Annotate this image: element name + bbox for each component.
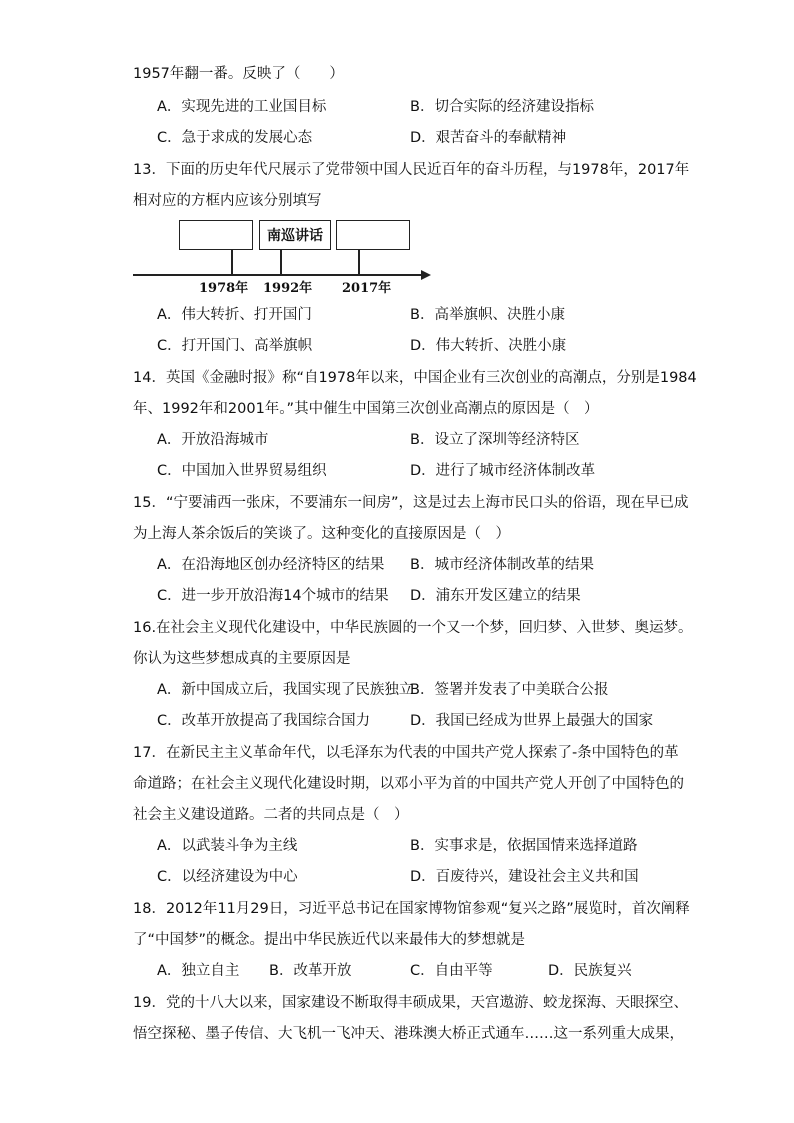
- q17-option-d[interactable]: D．百废待兴，建设社会主义共和国: [410, 869, 639, 885]
- q16-stem-line1: 16.在社会主义现代化建设中，中华民族圆的一个又一个梦，回归梦、入世梦、奥运梦。: [133, 620, 693, 636]
- q15-option-a[interactable]: A．在沿海地区创办经济特区的结果: [157, 557, 385, 573]
- q13-option-d[interactable]: D．伟大转折、决胜小康: [410, 338, 567, 354]
- q15-stem-line2: 为上海人茶余饭后的笑谈了。这种变化的直接原因是（ ）: [133, 526, 510, 542]
- timeline-stem-2017: [358, 250, 360, 275]
- timeline-axis: [133, 274, 425, 276]
- q14-option-b[interactable]: B．设立了深圳等经济特区: [410, 432, 580, 448]
- q17-option-b[interactable]: B．实事求是，依据国情来选择道路: [410, 838, 638, 854]
- q18-option-c[interactable]: C．自由平等: [410, 963, 493, 979]
- q14-option-c[interactable]: C．中国加入世界贸易组织: [157, 463, 327, 479]
- q17-stem-line2: 命道路；在社会主义现代化建设时期，以邓小平为首的中国共产党人开创了中国特色的: [133, 776, 684, 792]
- q16-option-a[interactable]: A．新中国成立后，我国实现了民族独立: [157, 682, 414, 698]
- q16-option-c[interactable]: C．改革开放提高了我国综合国力: [157, 713, 371, 729]
- q15-option-c[interactable]: C．进一步开放沿海14个城市的结果: [157, 588, 389, 604]
- q17-stem-line1: 17．在新民主主义革命年代，以毛泽东为代表的中国共产党人探索了-条中国特色的革: [133, 745, 679, 761]
- timeline-blank-box-1978: [179, 220, 253, 250]
- timeline-blank-box-2017: [336, 220, 410, 250]
- q14-stem-line1: 14．英国《金融时报》称“自1978年以来，中国企业有三次创业的高潮点，分别是1984: [133, 370, 697, 386]
- q14-option-d[interactable]: D．进行了城市经济体制改革: [410, 463, 596, 479]
- q12-option-c[interactable]: C．急于求成的发展心态: [157, 130, 313, 146]
- q18-option-d[interactable]: D．民族复兴: [548, 963, 632, 979]
- q12-option-b[interactable]: B．切合实际的经济建设指标: [410, 99, 594, 115]
- q18-stem-line1: 18．2012年11月29日，习近平总书记在国家博物馆参观“复兴之路”展览时，首次阐释: [133, 901, 690, 917]
- q15-option-d[interactable]: D．浦东开发区建立的结果: [410, 588, 581, 604]
- q17-option-c[interactable]: C．以经济建设为中心: [157, 869, 298, 885]
- q13-stem-line2: 相对应的方框内应该分别填写: [133, 193, 322, 209]
- q18-option-b[interactable]: B．改革开放: [269, 963, 352, 979]
- q14-option-a[interactable]: A．开放沿海城市: [157, 432, 269, 448]
- q13-stem-line1: 13．下面的历史年代尺展示了党带领中国人民近百年的奋斗历程，与1978年，2017年: [133, 162, 690, 178]
- q17-option-a[interactable]: A．以武装斗争为主线: [157, 838, 298, 854]
- q16-option-b[interactable]: B．签署并发表了中美联合公报: [410, 682, 609, 698]
- q19-stem-line2: 悟空探秘、墨子传信、大飞机一飞冲天、港珠澳大桥正式通车……这一系列重大成果，: [133, 1026, 684, 1042]
- q18-option-a[interactable]: A．独立自主: [157, 963, 240, 979]
- q19-stem-line1: 19．党的十八大以来，国家建设不断取得丰硕成果，天宫遨游、蛟龙探海、天眼探空、: [133, 995, 688, 1011]
- q14-stem-line2: 年、1992年和2001年。”其中催生中国第三次创业高潮点的原因是（ ）: [133, 401, 599, 417]
- history-timeline: [133, 216, 433, 296]
- timeline-year-1978: 1978年: [199, 281, 249, 296]
- q16-option-d[interactable]: D．我国已经成为世界上最强大的国家: [410, 713, 654, 729]
- timeline-stem-1978: [231, 250, 233, 275]
- q15-option-b[interactable]: B．城市经济体制改革的结果: [410, 557, 594, 573]
- q12-stem-continued: 1957年翻一番。反映了（ ）: [133, 66, 344, 82]
- q12-option-d[interactable]: D．艰苦奋斗的奉献精神: [410, 130, 567, 146]
- q15-stem-line1: 15．“宁要浦西一张床，不要浦东一间房”，这是过去上海市民口头的俗语，现在早已成: [133, 495, 689, 511]
- q16-stem-line2: 你认为这些梦想成真的主要原因是: [133, 651, 351, 667]
- q13-option-b[interactable]: B．高举旗帜、决胜小康: [410, 307, 565, 323]
- timeline-year-1992: 1992年: [263, 281, 313, 296]
- timeline-year-2017: 2017年: [342, 281, 392, 296]
- q13-option-c[interactable]: C．打开国门、高举旗帜: [157, 338, 313, 354]
- q17-stem-line3: 社会主义建设道路。二者的共同点是（ ）: [133, 807, 409, 823]
- timeline-box-southern-tour: 南巡讲话: [259, 220, 331, 250]
- timeline-stem-1992: [280, 250, 282, 275]
- q12-option-a[interactable]: A．实现先进的工业国目标: [157, 99, 327, 115]
- q18-stem-line2: 了“中国梦”的概念。提出中华民族近代以来最伟大的梦想就是: [133, 932, 526, 948]
- timeline-arrow-icon: [421, 270, 431, 280]
- q13-option-a[interactable]: A．伟大转折、打开国门: [157, 307, 312, 323]
